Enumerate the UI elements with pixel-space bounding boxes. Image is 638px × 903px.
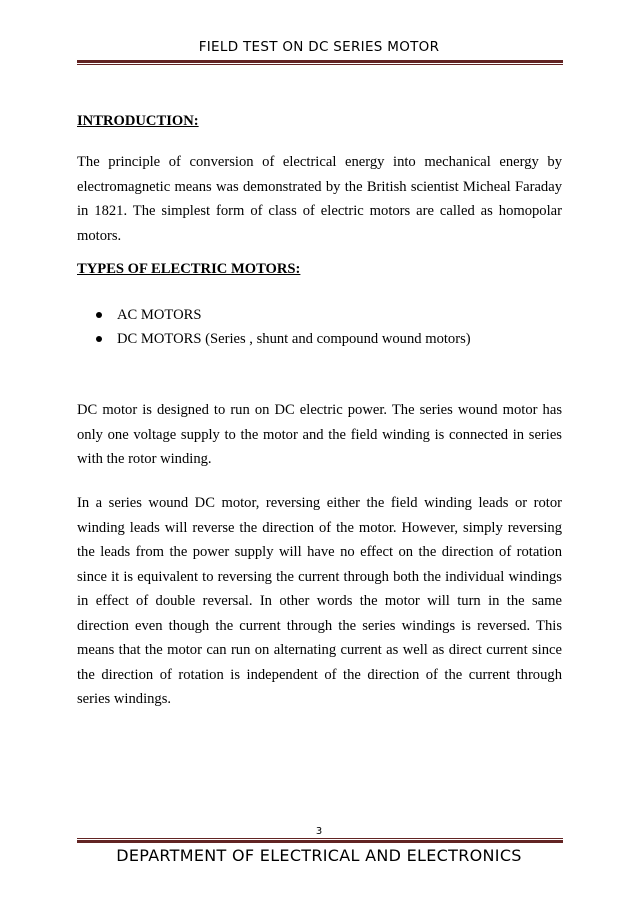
footer-department: DEPARTMENT OF ELECTRICAL AND ELECTRONICS bbox=[116, 846, 522, 865]
list-item-label: AC MOTORS bbox=[117, 307, 202, 323]
page-header-title: FIELD TEST ON DC SERIES MOTOR bbox=[198, 39, 440, 55]
introduction-paragraph: The principle of conversion of electrical energy into mechanical energy by electromagnetic means was demonstrated by the British scientist Micheal Faraday in 1821. The simplest form of class of electric motors are called as homopolar motors. bbox=[77, 154, 562, 244]
header-rule-thick bbox=[77, 60, 563, 63]
list-item bbox=[96, 303, 471, 327]
types-heading: TYPES OF ELECTRIC MOTORS: bbox=[77, 261, 301, 277]
introduction-heading: INTRODUCTION: bbox=[77, 113, 199, 129]
bullet-icon bbox=[96, 312, 102, 318]
bullet-icon bbox=[96, 336, 102, 342]
body-paragraph-2: In a series wound DC motor, reversing either the field winding leads or rotor winding leads will reverse the direction of the motor. However, simply reversing the leads from the power supply will have no effect on the direction of rotation since it is equivalent to reversing the current through both the individual windings in effect of double reversal. In other words the motor will turn in the same direction even though the current through the series windings is reversed. This means that the motor can run on alternating current as well as direct current since the direction of rotation is independent of the direction of the current through series windings. bbox=[77, 495, 562, 707]
footer-rule-thick bbox=[77, 840, 563, 843]
motor-types-list bbox=[96, 303, 471, 351]
list-item bbox=[96, 327, 471, 351]
header-rule-thin bbox=[77, 64, 563, 65]
footer-rule-thin bbox=[77, 838, 563, 839]
list-item-label: DC MOTORS (Series , shunt and compound wound motors) bbox=[117, 331, 471, 347]
body-paragraph-1: DC motor is designed to run on DC electric power. The series wound motor has only one voltage supply to the motor and the field winding is connected in series with the rotor winding. bbox=[77, 402, 562, 467]
page-number: 3 bbox=[315, 826, 323, 837]
